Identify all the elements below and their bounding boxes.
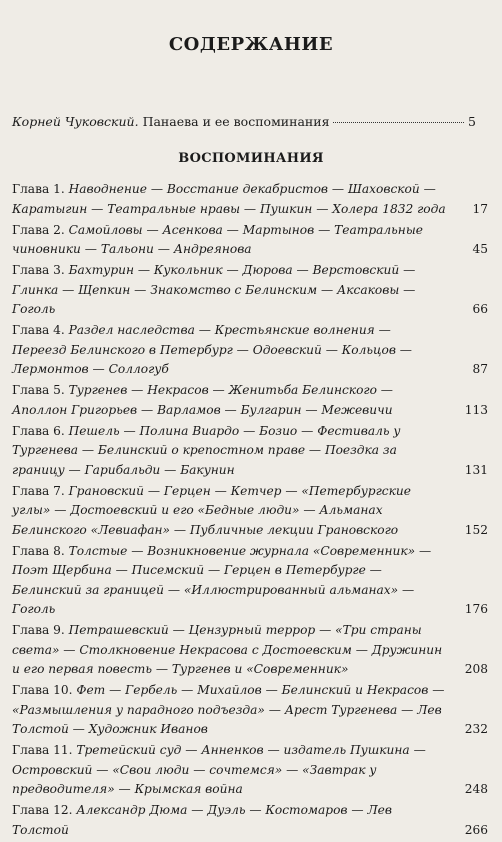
chapter-label: Глава 2. bbox=[12, 222, 65, 237]
section-title: ВОСПОМИНАНИЯ bbox=[178, 151, 324, 166]
dot-leader bbox=[333, 122, 464, 123]
chapter-label: Глава 7. bbox=[12, 483, 65, 498]
chapter-label: Глава 10. bbox=[12, 683, 73, 697]
toc-entry bbox=[12, 321, 488, 380]
intro-page-number: 5 bbox=[468, 114, 476, 129]
chapter-contents: Грановский — Герцен — Кетчер — «Петербургские углы» — Достоевский и его «Бедные люди» — Альманах Белинского «Левиафан» — Публичные лекции Грановского bbox=[12, 483, 411, 537]
chapter-label: Глава 1. bbox=[12, 182, 65, 196]
intro-title: Панаева и ее воспоминания bbox=[142, 114, 330, 129]
chapter-contents: Раздел наследства — Крестьянские волнения — Переезд Белинского в Петербург — Одоевский — Кольцов — Лермонтов — Соллогуб bbox=[12, 323, 412, 376]
toc-entry bbox=[12, 681, 488, 740]
chapter-label: Глава 11. bbox=[12, 743, 73, 757]
toc-entry bbox=[12, 621, 488, 680]
chapter-page-number: 87 bbox=[472, 362, 488, 376]
chapter-label: Глава 8. bbox=[12, 543, 65, 558]
chapter-page-number: 232 bbox=[464, 722, 488, 736]
chapter-contents: Петрашевский — Цензурный террор — «Три страны света» — Столкновение Некрасова с Достоевским — Дружинин и его первая повесть — Тургенев и «Современник» bbox=[12, 623, 443, 676]
intro-entry bbox=[12, 114, 476, 129]
chapter-page-number: 66 bbox=[472, 302, 488, 316]
chapter-page-number: 131 bbox=[464, 462, 488, 477]
chapter-contents: Самойловы — Асенкова — Мартынов — Театральные чиновники — Тальони — Андреянова bbox=[12, 222, 423, 256]
chapter-contents: Пешель — Полина Виардо — Бозио — Фестиваль у Тургенева — Белинский о крепостном праве — Поездка за границу — Гарибальди — Бакунин bbox=[12, 423, 401, 477]
chapter-contents: Александр Дюма — Дуэль — Костомаров — Лев Толстой bbox=[12, 803, 392, 837]
chapter-page-number: 266 bbox=[464, 822, 488, 837]
chapter-page-number: 208 bbox=[464, 662, 488, 676]
chapter-contents: Тургенев — Некрасов — Женитьба Белинского — Аполлон Григорьев — Варламов — Булгарин — Межевичи bbox=[12, 383, 393, 417]
chapter-contents: Фет — Гербель — Михайлов — Белинский и Некрасов — «Размышления у парадного подъезда» — Арест Тургенева — Лев Толстой — Художник Иванов bbox=[12, 683, 445, 736]
chapter-contents: Толстые — Возникновение журнала «Современник» — Поэт Щербина — Писемский — Герцен в Петербурге — Белинский за границей — «Иллюстрированный альманах» — Гоголь bbox=[12, 543, 432, 616]
page-title: СОДЕРЖАНИЕ bbox=[168, 34, 334, 55]
intro-author: Корней Чуковский. bbox=[12, 114, 139, 129]
toc-entry bbox=[12, 542, 488, 620]
toc-entry bbox=[12, 422, 488, 481]
chapter-label: Глава 6. bbox=[12, 423, 65, 438]
chapter-label: Глава 4. bbox=[12, 323, 65, 337]
table-of-contents bbox=[12, 180, 488, 842]
chapter-label: Глава 5. bbox=[12, 383, 65, 397]
chapter-page-number: 152 bbox=[464, 522, 488, 537]
chapter-contents: Третейский суд — Анненков — издатель Пушкина — Островский — «Свои люди — сочтемся» — «Завтрак у предводителя» — Крымская война bbox=[12, 743, 426, 796]
chapter-page-number: 17 bbox=[472, 201, 488, 216]
toc-entry bbox=[12, 482, 488, 541]
toc-entry bbox=[12, 801, 488, 840]
toc-entry bbox=[12, 741, 488, 800]
chapter-page-number: 113 bbox=[464, 402, 488, 417]
chapter-contents: Бахтурин — Кукольник — Дюрова — Верстовский — Глинка — Щепкин — Знакомство с Белинским — Аксаковы — Гоголь bbox=[12, 263, 416, 316]
chapter-label: Глава 3. bbox=[12, 263, 65, 277]
toc-entry bbox=[12, 180, 488, 219]
chapter-contents: Наводнение — Восстание декабристов — Шаховской — Каратыгин — Театральные нравы — Пушкин — Холера 1832 года bbox=[12, 182, 446, 216]
chapter-page-number: 176 bbox=[464, 602, 488, 616]
chapter-page-number: 45 bbox=[472, 242, 488, 256]
toc-entry bbox=[12, 261, 488, 320]
chapter-label: Глава 9. bbox=[12, 623, 65, 637]
chapter-page-number: 248 bbox=[464, 782, 488, 796]
chapter-label: Глава 12. bbox=[12, 803, 73, 817]
toc-entry bbox=[12, 221, 488, 260]
toc-entry bbox=[12, 381, 488, 420]
